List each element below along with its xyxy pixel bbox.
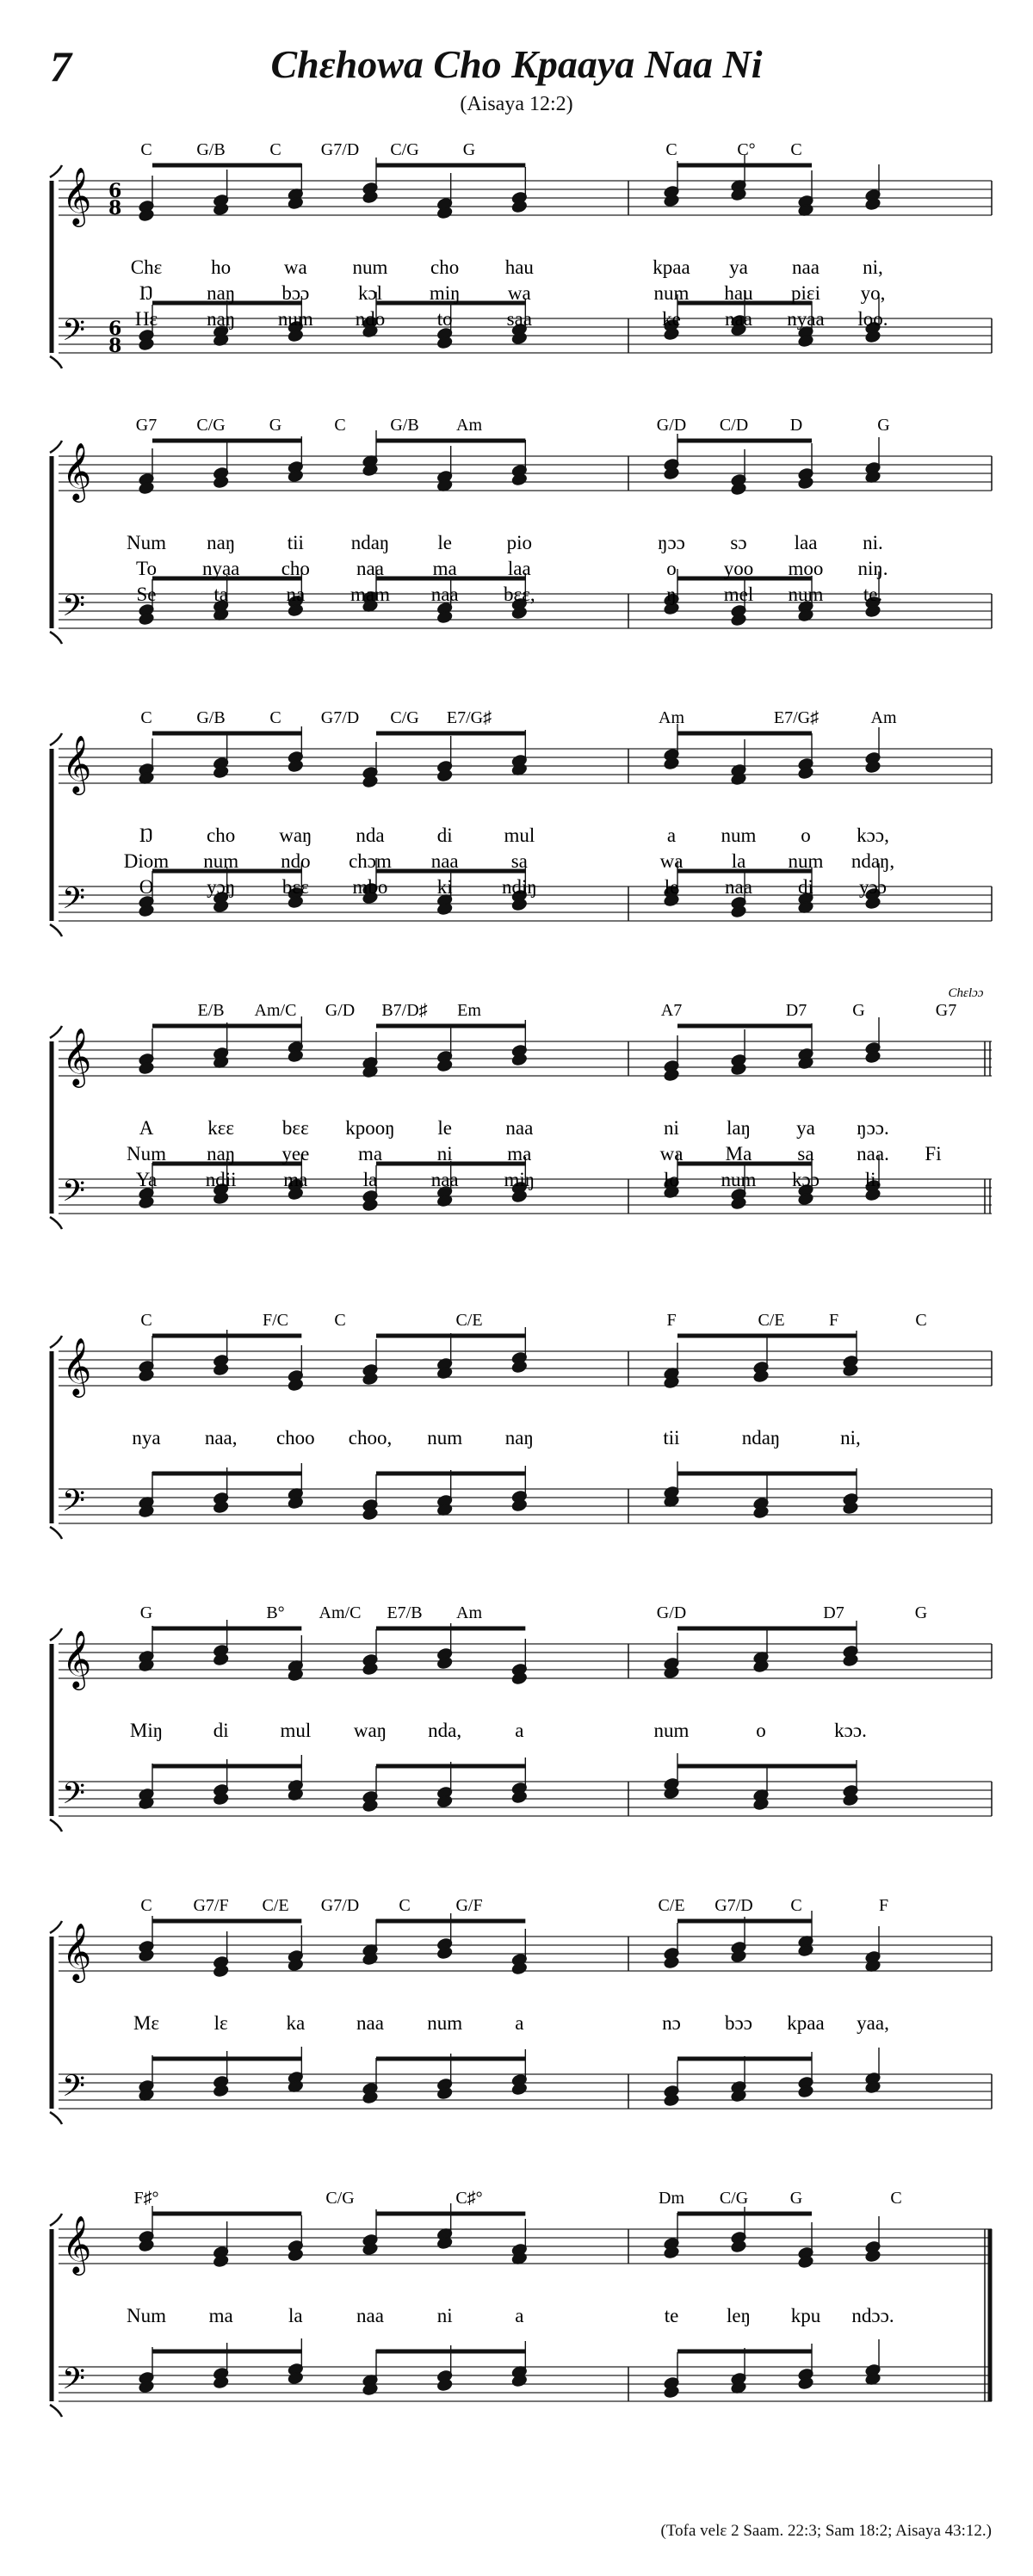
chord-symbol: C/D — [719, 416, 749, 435]
lyric-syllable: yɔŋ — [207, 876, 236, 898]
footer-references: (Tofa velɛ 2 Saam. 22:3; Sam 18:2; Aisaya 43:12.) — [660, 2522, 992, 2540]
lyric-syllable: la — [288, 2305, 303, 2326]
bass-clef-icon: 𝄢 — [62, 312, 86, 355]
lyric-syllable: ka — [286, 2012, 306, 2034]
system-8 — [50, 2189, 992, 2417]
lyric-syllable: a — [515, 2012, 524, 2034]
chord-symbol: G/D — [656, 1603, 687, 1622]
chord-symbol: G — [269, 416, 282, 435]
lyric-syllable: piɛi — [791, 282, 820, 304]
lyric-syllable: num — [427, 2012, 463, 2034]
lyric-syllable: Ŋ — [139, 282, 154, 304]
lyric-syllable: ma — [507, 1143, 532, 1164]
system-4 — [50, 986, 992, 1229]
lyric-syllable: naa — [725, 308, 752, 330]
lyric-syllable: naa — [356, 558, 384, 579]
chord-symbol: B° — [266, 1603, 285, 1622]
lyric-syllable: yɔɔ — [859, 876, 887, 898]
chord-symbol: F — [666, 1311, 677, 1330]
chord-symbol: F — [878, 1896, 889, 1915]
lyric-syllable: lɛ — [213, 2012, 228, 2034]
system-7 — [50, 1896, 992, 2124]
chord-symbol: C — [890, 2189, 902, 2208]
lyric-syllable: sa — [510, 850, 528, 872]
system-1 — [50, 140, 992, 368]
treble-clef-icon: 𝄞 — [62, 734, 92, 793]
chord-symbol: C/E — [658, 1896, 685, 1915]
lyric-syllable: di — [436, 825, 453, 846]
lyric-syllable: tii — [287, 532, 304, 553]
chord-symbol: C — [334, 416, 346, 435]
lyric-syllable: nɔ — [662, 2012, 681, 2034]
lyric-syllable: Diom — [123, 850, 170, 872]
chord-symbol: D — [789, 416, 803, 435]
chord-symbol: C° — [737, 140, 756, 159]
chord-symbol: G7/D — [320, 1896, 360, 1915]
lyric-syllable: kpaa — [787, 2012, 825, 2034]
lyric-syllable: ndaŋ — [350, 532, 390, 553]
system-5 — [50, 1311, 992, 1539]
lyric-syllable: kɛɛ — [207, 1117, 235, 1139]
time-signature-top: 6 — [108, 180, 122, 202]
lyric-syllable: nyaa — [787, 308, 825, 330]
lyric-syllable: O — [139, 876, 154, 898]
chord-symbol: G — [877, 416, 890, 435]
lyric-syllable: Ma — [725, 1143, 752, 1164]
lyric-syllable: num — [788, 850, 824, 872]
chord-symbol: E7/B — [387, 1603, 423, 1622]
time-signature-top: 6 — [108, 318, 122, 340]
lyric-syllable: naa, — [204, 1427, 238, 1449]
lyric-syllable: ndɔɔ. — [851, 2305, 894, 2326]
lyric-syllable: num — [788, 584, 824, 605]
chord-symbol: C — [334, 1311, 346, 1330]
chord-symbol: G/B — [196, 140, 226, 159]
lyric-syllable: ho — [211, 256, 232, 278]
chord-symbol: C — [140, 140, 152, 159]
lyric-syllable: lo — [664, 1169, 679, 1190]
lyric-syllable: naa — [430, 1169, 459, 1190]
chord-symbol: D7 — [785, 1001, 807, 1020]
chord-symbol: B7/D♯ — [381, 1001, 428, 1020]
chord-symbol: E/B — [197, 1001, 225, 1020]
treble-clef-icon: 𝄞 — [62, 1337, 92, 1395]
chord-symbol: C/E — [455, 1311, 483, 1330]
chord-symbol: G7/F — [193, 1896, 229, 1915]
lyric-syllable: kpooŋ — [345, 1117, 395, 1139]
chord-symbol: C — [915, 1311, 927, 1330]
chord-symbol: G7/D — [714, 1896, 753, 1915]
lyric-syllable: nda — [356, 825, 385, 846]
lyric-syllable: naa. — [857, 1143, 889, 1164]
lyric-syllable: A — [139, 1117, 154, 1139]
lyric-syllable: ni, — [840, 1427, 861, 1449]
bass-clef-icon: 𝄢 — [62, 1173, 86, 1215]
lyric-syllable: wa — [659, 850, 684, 872]
lyric-syllable: cho — [207, 825, 236, 846]
chorus-label: Chɛlɔɔ — [948, 986, 984, 1000]
lyric-syllable: te. — [863, 584, 883, 605]
lyric-syllable: laa — [794, 532, 818, 553]
lyric-syllable: ma — [432, 558, 457, 579]
lyric-syllable: la — [362, 1169, 378, 1190]
treble-clef-icon: 𝄞 — [62, 166, 92, 225]
bass-clef-icon: 𝄢 — [62, 880, 86, 923]
lyric-syllable: naŋ — [504, 1427, 534, 1449]
chord-symbol: Am — [870, 708, 897, 727]
lyric-syllable: To — [136, 558, 157, 579]
lyric-syllable: num — [653, 282, 690, 304]
bass-clef-icon: 𝄢 — [62, 588, 86, 630]
lyric-syllable: naŋ — [207, 308, 236, 330]
lyric-syllable: te — [664, 2305, 679, 2326]
chord-symbol: C — [399, 1896, 411, 1915]
chord-symbol: F — [828, 1311, 839, 1330]
lyric-syllable: num — [653, 1720, 690, 1741]
chord-symbol: C/G — [390, 140, 419, 159]
bass-clef-icon: 𝄢 — [62, 2068, 86, 2110]
lyric-syllable: ndaŋ — [741, 1427, 781, 1449]
lyric-syllable: a — [515, 2305, 524, 2326]
chord-symbol: C/G — [390, 708, 419, 727]
lyric-syllable: choo, — [348, 1427, 393, 1449]
lyric-syllable: Chɛ — [130, 256, 163, 278]
treble-clef-icon: 𝄞 — [62, 1922, 92, 1980]
lyric-syllable: nya — [132, 1427, 161, 1449]
lyric-syllable: a — [515, 1720, 524, 1741]
chord-symbol: G — [852, 1001, 865, 1020]
chord-symbol: C — [140, 1311, 152, 1330]
lyric-syllable: num — [203, 850, 239, 872]
lyric-syllable: cho — [430, 256, 460, 278]
lyric-syllable: hau — [504, 256, 534, 278]
lyric-syllable: ma — [357, 1143, 383, 1164]
lyric-syllable: ke — [662, 308, 681, 330]
lyric-syllable: o — [666, 558, 677, 579]
lyric-syllable: mel — [723, 584, 754, 605]
lyric-syllable: kɔɔ. — [834, 1720, 867, 1741]
chord-symbol: Am — [659, 708, 684, 727]
time-signature-bottom: 8 — [108, 335, 122, 357]
lyric-syllable: yo, — [860, 282, 886, 304]
lyric-syllable: niŋ. — [857, 558, 888, 579]
chord-symbol: G/F — [455, 1896, 483, 1915]
lyric-syllable: chɔm — [349, 850, 392, 872]
lyric-syllable: naa — [430, 850, 459, 872]
lyric-syllable: ŋɔɔ — [658, 532, 685, 553]
lyric-syllable: ndo — [281, 850, 311, 872]
lyric-syllable: ni. — [863, 532, 883, 553]
chord-symbol: Am — [456, 416, 482, 435]
lyric-syllable: bɛɛ — [281, 876, 309, 898]
lyric-syllable: ndaŋ, — [851, 850, 895, 872]
lyric-syllable: ndiŋ — [501, 876, 537, 898]
chord-symbol: G — [139, 1603, 153, 1622]
chord-symbol: G7 — [935, 1001, 957, 1020]
chord-symbol: G7 — [135, 416, 158, 435]
lyric-syllable: la — [731, 850, 746, 872]
lyric-syllable: ni, — [863, 256, 883, 278]
chord-symbol: E7/G♯ — [446, 708, 492, 727]
lyric-syllable: num — [277, 308, 313, 330]
chord-symbol: G7/D — [320, 140, 360, 159]
lyric-syllable: Se — [136, 584, 157, 605]
bass-clef-icon: 𝄢 — [62, 1483, 86, 1525]
bass-clef-icon: 𝄢 — [62, 1776, 86, 1818]
lyric-syllable: tii — [663, 1427, 680, 1449]
chord-symbol: E7/G♯ — [773, 708, 820, 727]
lyric-syllable: saa — [506, 308, 533, 330]
lyric-syllable: ya — [729, 256, 748, 278]
chord-symbol: Am/C — [254, 1001, 297, 1020]
system-3 — [50, 708, 992, 936]
lyric-syllable: num — [721, 1169, 757, 1190]
lyric-syllable: yee — [281, 1143, 310, 1164]
lyric-syllable: wa — [507, 282, 531, 304]
chord-symbol: G — [914, 1603, 928, 1622]
lyric-syllable: o — [756, 1720, 766, 1741]
chord-symbol: A7 — [660, 1001, 683, 1020]
chord-symbol: G — [789, 2189, 803, 2208]
lyric-syllable: laa — [507, 558, 531, 579]
lyric-syllable: naa — [792, 256, 820, 278]
treble-clef-icon: 𝄞 — [62, 1629, 92, 1688]
chord-symbol: C/G — [196, 416, 226, 435]
lyric-syllable: di — [798, 876, 813, 898]
lyric-syllable: ŋɔɔ. — [857, 1117, 889, 1139]
lyric-syllable: miŋ — [429, 282, 461, 304]
lyric-syllable: bɛɛ, — [504, 584, 535, 605]
lyric-syllable: di — [213, 1720, 229, 1741]
lyric-syllable: nyaa — [201, 558, 240, 579]
lyric-syllable: naŋ — [207, 532, 236, 553]
chord-symbol: C — [790, 1896, 802, 1915]
lyric-syllable: kpaa — [653, 256, 690, 278]
chord-symbol: C♯° — [455, 2189, 483, 2208]
lyric-syllable: bɔɔ — [725, 2012, 752, 2034]
lyric-syllable: ta — [213, 584, 228, 605]
lyric-syllable: Ya — [135, 1169, 158, 1190]
scripture-reference: (Aisaya 12:2) — [460, 93, 573, 115]
chord-symbol: G — [462, 140, 476, 159]
system-2 — [50, 416, 992, 644]
lyric-syllable: naa — [356, 2012, 384, 2034]
chord-symbol: F♯° — [133, 2189, 159, 2208]
lyric-syllable: le — [437, 532, 452, 553]
lyric-syllable: num — [427, 1427, 463, 1449]
lyric-syllable: sɔ — [730, 532, 747, 553]
lyric-syllable: naa — [725, 876, 752, 898]
chord-symbol: Em — [457, 1001, 481, 1020]
chord-symbol: Am — [456, 1603, 482, 1622]
lyric-syllable: ndii — [205, 1169, 237, 1190]
chord-symbol: G/D — [656, 416, 687, 435]
chord-symbol: C/G — [325, 2189, 355, 2208]
chord-symbol: C — [790, 140, 802, 159]
chord-symbol: D7 — [823, 1603, 844, 1622]
lyric-syllable: cho — [281, 558, 310, 579]
lyric-syllable: yaa, — [857, 2012, 889, 2034]
lyric-syllable: naa — [505, 1117, 534, 1139]
lyric-syllable: yoo — [723, 558, 754, 579]
lyric-syllable: Num — [127, 1143, 166, 1164]
lyric-syllable: ma — [208, 2305, 233, 2326]
lyric-syllable: pio — [506, 532, 533, 553]
chord-symbol: Am/C — [319, 1603, 362, 1622]
lyric-syllable: sa — [797, 1143, 814, 1164]
lyric-syllable: leŋ — [727, 2305, 751, 2326]
lyric-syllable: kpu — [790, 2305, 821, 2326]
lyric-syllable: Fi — [925, 1143, 942, 1164]
chord-symbol: G/D — [325, 1001, 356, 1020]
lyric-syllable: num — [721, 825, 757, 846]
treble-clef-icon: 𝄞 — [62, 442, 92, 500]
lyric-syllable: naŋ — [207, 1143, 236, 1164]
lyric-syllable: naa — [430, 584, 459, 605]
lyric-syllable: ya — [796, 1117, 815, 1139]
chord-symbol: F/C — [262, 1311, 289, 1330]
lyric-syllable: le — [437, 1117, 452, 1139]
chord-symbol: C — [269, 708, 281, 727]
lyric-syllable: na — [286, 584, 306, 605]
lyric-syllable: ni — [664, 1117, 679, 1139]
chord-symbol: C/E — [262, 1896, 289, 1915]
lyric-syllable: nda, — [428, 1720, 462, 1741]
bass-clef-icon: 𝄢 — [62, 2361, 86, 2403]
lyric-syllable: laŋ — [727, 1117, 751, 1139]
lyric-syllable: kɔɔ — [792, 1169, 820, 1190]
chord-symbol: C — [140, 708, 152, 727]
lyric-syllable: ma — [283, 1169, 308, 1190]
lyric-syllable: ni — [436, 1143, 453, 1164]
lyric-syllable: naŋ — [207, 282, 236, 304]
chord-symbol: C — [269, 140, 281, 159]
lyric-syllable: to — [436, 308, 453, 330]
lyric-syllable: wa — [659, 1143, 684, 1164]
chord-symbol: C/G — [719, 2189, 749, 2208]
lyric-syllable: Mɛ — [133, 2012, 160, 2034]
lyric-syllable: loo. — [857, 308, 888, 330]
lyric-syllable: moo — [788, 558, 824, 579]
lyric-syllable: bɛɛ — [281, 1117, 309, 1139]
lyric-syllable: le — [664, 876, 679, 898]
lyric-syllable: mul — [280, 1720, 312, 1741]
time-signature-bottom: 8 — [108, 197, 122, 219]
treble-clef-icon: 𝄞 — [62, 1027, 92, 1085]
hymn-number: 7 — [50, 42, 71, 90]
chord-symbol: Dm — [659, 2189, 684, 2208]
hymn-title: Chɛhowa Cho Kpaaya Naa Ni — [270, 42, 763, 86]
lyric-syllable: ndo — [355, 308, 386, 330]
lyric-syllable: wa — [283, 256, 307, 278]
lyric-syllable: waŋ — [279, 825, 312, 846]
lyric-syllable: naa — [356, 2305, 384, 2326]
lyric-syllable: ni — [436, 2305, 453, 2326]
lyric-syllable: li. — [864, 1169, 881, 1190]
lyric-syllable: o — [801, 825, 811, 846]
lyric-syllable: Miŋ — [129, 1720, 164, 1741]
lyric-syllable: Hɛ — [134, 308, 158, 330]
lyric-syllable: ŋ — [666, 584, 677, 605]
chord-symbol: C — [665, 140, 677, 159]
treble-clef-icon: 𝄞 — [62, 2215, 92, 2273]
chord-symbol: G/B — [390, 416, 419, 435]
lyric-syllable: bɔɔ — [281, 282, 310, 304]
lyric-syllable: ki — [436, 876, 453, 898]
lyric-syllable: Num — [127, 2305, 166, 2326]
lyric-syllable: kɔl — [357, 282, 383, 304]
lyric-syllable: mam — [350, 584, 390, 605]
lyric-syllable: hau — [724, 282, 753, 304]
lyric-syllable: kɔɔ, — [857, 825, 889, 846]
chord-symbol: G7/D — [320, 708, 360, 727]
lyric-syllable: Num — [127, 532, 166, 553]
system-6 — [50, 1603, 992, 1832]
lyric-syllable: mbo — [352, 876, 388, 898]
lyric-syllable: a — [666, 825, 677, 846]
chord-symbol: C — [140, 1896, 152, 1915]
chord-symbol: G/B — [196, 708, 226, 727]
lyric-syllable: num — [352, 256, 388, 278]
lyric-syllable: choo — [275, 1427, 315, 1449]
lyric-syllable: waŋ — [353, 1720, 387, 1741]
lyric-syllable: Ŋ — [139, 825, 154, 846]
chord-symbol: C/E — [758, 1311, 785, 1330]
lyric-syllable: miŋ — [504, 1169, 535, 1190]
lyric-syllable: mul — [504, 825, 535, 846]
